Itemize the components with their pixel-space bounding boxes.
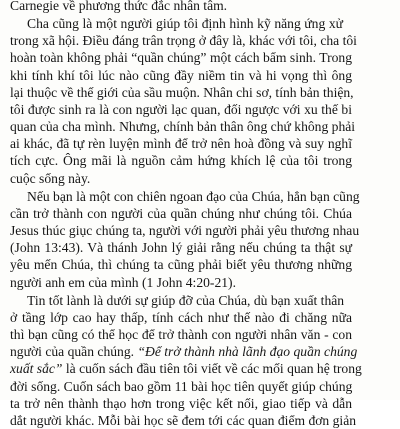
text-line: Cha cũng là một người giúp tôi định hình kỹ năng ứng xử [27,15,343,31]
text-line: đời sống. Cuốn sách bao gồm 11 bài học tiên quyết giúp chúng [10,378,353,394]
paragraph-good-news [0,292,400,429]
text-line [0,343,358,360]
text-segment: là cuốn sách đầu tiên tôi viết về các mối quan hệ trong [62,361,362,377]
text-line: người anh em của mình (1 John 4:20-21). [10,274,236,290]
paragraph-father [0,15,400,187]
text-line [0,360,362,377]
text-line: ở tầng lớp cao hay thấp, tính cách như thế nào đi chăng nữa [10,309,352,325]
book-title-italic: “Để trở thành nhà lãnh đạo quần chúng [137,344,358,360]
book-title-italic: xuất sắc” [10,361,63,377]
text-line: cần trở thành con người của quần chúng như chúng tôi. Chúa [10,205,352,221]
paragraph-carnegie [0,0,400,14]
text-line: thì bạn cũng có thể học để trở thành con người nhân văn - con [10,326,352,342]
text-line: dắt người khác. Mỗi bài học sẽ đem tới các quan điểm đơn giản [10,412,357,428]
text-line: tích cực. Ông mãi là nguồn cảm hứng khích lệ của tôi trong [10,153,352,169]
text-line: (John 13:43). Và thánh John lý giải rằng nếu chúng ta thật sự [10,240,352,256]
text-line: Jesus thúc giục chúng ta, người với người phải yêu thương nhau [10,223,360,239]
text-line: ta trở nên thành thạo hơn trong việc kết nối, giao tiếp và dẫn [10,395,352,411]
text-line: ai khác, đã tự rèn luyện mình để trở nên hoà đồng và suy nghĩ [10,136,352,152]
text-line: quan của cha mình. Nhưng, chính bản thân ông chứ không phải [10,119,356,135]
text-line: hoàn toàn không phải “quần chúng” một cách bẩm sinh. Trong [10,50,352,66]
text-line: trong xã hội. Điều đáng trân trọng ở đây là, khác với tôi, cha tôi [10,33,357,49]
text-line: lại thuộc về thế giới của sầu muộn. Nhân chi sơ, tính bản thiện, [10,84,354,100]
text-segment: người của quần chúng. [10,344,135,360]
text-line: khi tính khí tôi lúc nào cũng đầy niềm tin và hi vọng thì ông [10,67,352,83]
text-line: Nếu bạn là một con chiên ngoan đạo của Chúa, hẳn bạn cũng [27,188,360,204]
text-line: cuộc sống này. [10,170,91,186]
text-line: yêu mến Chúa, thì chúng ta cũng phải biết yêu thương những [10,257,352,273]
text-line: Tin tốt lành là dưới sự giúp đỡ của Chúa, dù bạn xuất thân [27,292,345,308]
paragraph-faith [0,188,400,291]
text-line: tôi được sinh ra là con người lạc quan, đối ngược với xu thế bi [10,101,352,117]
text-line: Carnegie về phương thức đắc nhân tâm. [10,0,228,13]
